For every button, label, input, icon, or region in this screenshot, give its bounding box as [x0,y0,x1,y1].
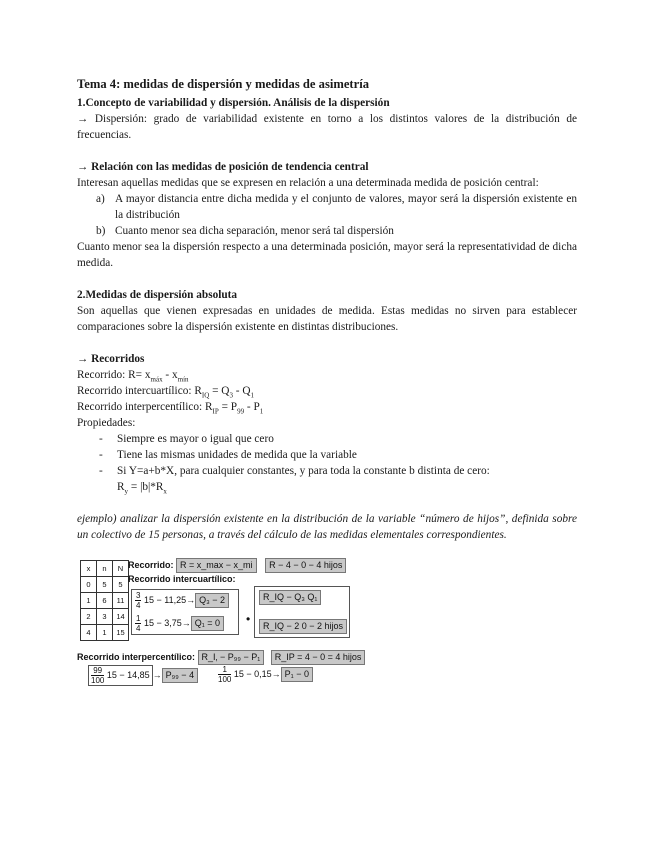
q1-calc: $\frac{1}{4} 15 - 3,75\to Q_1 = 0$ [135,614,235,633]
dispersion-definition: → Dispersión: grado de variabilidad existente en torno a los distintos valores de la distribución de frecuencias. [77,113,577,141]
recorrido-result-box: R − 4 − 0 − 4 hijos [265,558,346,573]
document-body [77,76,577,543]
p99-calc: $\frac{99}{100} 15 - 14,85 \to P_{99} - 4$ [88,665,198,686]
list-item: - Si Y=a+b*X, para cualquier constantes, y para toda la constante b distinta de cero: [99,465,490,477]
table-row: 2 3 14 [81,609,129,625]
quartile-calc-box [131,589,239,635]
relation-outro: Cuanto menor sea la dispersión respecto a una determinada posición, mayor será la representatividad de dicha medida. [77,241,577,269]
frequency-table [80,560,129,641]
relation-heading: → Relación con las medidas de posición de tendencia central [77,161,369,173]
list-item: b) Cuanto menor sea dicha separación, menor será tal dispersión [96,225,394,237]
table-row: 1 6 11 [81,593,129,609]
example-statement: ejemplo) analizar la dispersión existente en la distribución de la variable “número de hijos”, definida sobre un colectivo de 15 personas, a través del cálculo de las medidas elementales correspondientes. [77,513,577,541]
section-2-heading: 2.Medidas de dispersión absoluta [77,289,238,301]
rip-result-box: R_IP = 4 − 0 = 4 hijos [271,650,366,665]
p1-calc: $\frac{1}{100} 15 - 0,15\to P_1 - 0$ [218,665,313,684]
section-2-text: Son aquellas que vienen expresadas en unidades de medida. Estas medidas no sirven para establecer comparaciones sobre la dispersión existente en distintas distribuciones. [77,305,577,333]
riq-result-box: R_IQ − 2 0 − 2 hijos [259,619,347,634]
list-item: - Siempre es mayor o igual que cero [99,433,274,445]
interpercentilico-calc: Recorrido interpercentílico: R_I‚ − P₉₉ − P₁ R_IP = 4 − 0 = 4 hijos [77,650,365,665]
relation-list [77,191,577,239]
recorrido-calc: Recorrido: R = x_max − x_mi R − 4 − 0 − 4 hijos [128,558,346,573]
table-row: x n N [81,561,129,577]
recorrido-formula-box: R = x_max − x_mi [176,558,257,573]
bullet-dot: • [246,612,251,626]
table-row: 0 5 5 [81,577,129,593]
intercuartilico-label: Recorrido intercuartílico: [128,574,236,584]
scaling-formula: $R_y = |b|*R_x$ [117,481,167,496]
page-title: Tema 4: medidas de dispersión y medidas de asimetría [77,77,369,91]
intercuartilico-formula: Recorrido intercuartílico: $R_{IQ} = Q_3 - Q_1$ [77,385,255,400]
recorrido-formula: Recorrido: $R= x_{máx} - x_{mín}$ [77,369,189,384]
section-1-heading: 1.Concepto de variabilidad y dispersión. Análisis de la dispersión [77,97,390,109]
list-item: a) A mayor distancia entre dicha medida y el conjunto de valores, mayor será la dispersión existente en la distribución [96,193,577,221]
riq-formula-box: R_IQ − Q₃ Q₁ [259,590,321,605]
list-item: - Tiene las mismas unidades de medida que la variable [99,449,357,461]
propiedades-list [77,431,577,495]
interpercentilico-formula: Recorrido interpercentílico: $R_{IP} = P_{99} - P_1$ [77,401,264,416]
q3-calc: $\frac{3}{4} 15 - 11,25\to Q_3 - 2$ [135,591,235,610]
propiedades-label: Propiedades: [77,417,136,429]
riq-calc-box [254,586,350,638]
recorridos-heading: → Recorridos [77,353,145,365]
relation-intro: Interesan aquellas medidas que se expresen en relación a una determinada medida de posición central: [77,177,539,189]
rip-formula-box: R_I‚ − P₉₉ − P₁ [198,650,265,665]
table-row: 4 1 15 [81,625,129,641]
